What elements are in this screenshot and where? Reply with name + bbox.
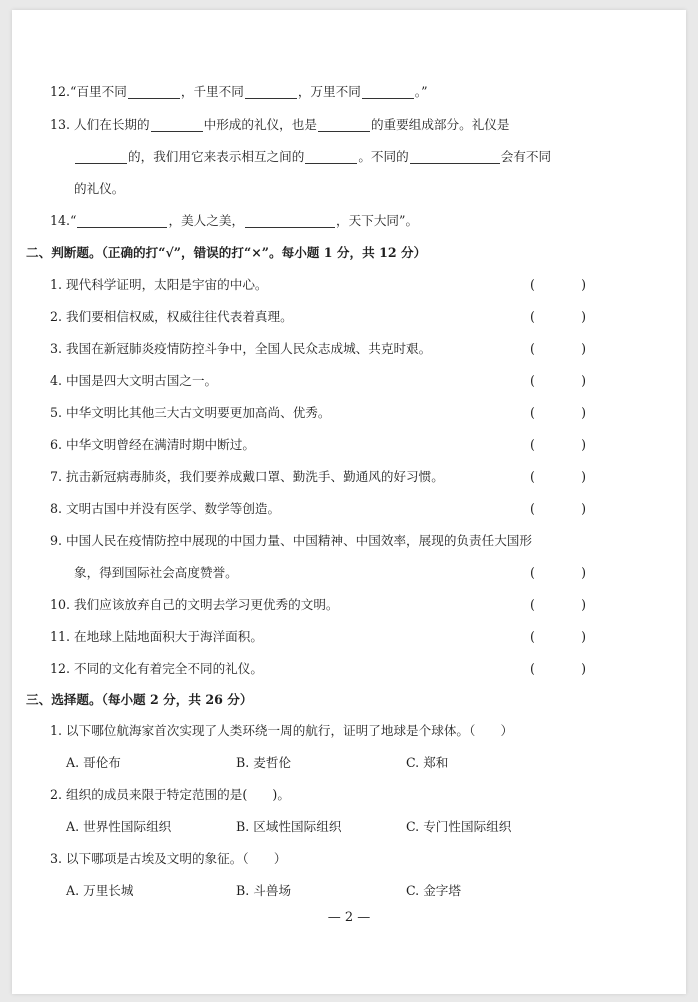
judge-item: 12. 不同的文化有着完全不同的礼仪。: [50, 661, 263, 676]
paren-close: ): [581, 469, 586, 484]
answer-parentheses[interactable]: [530, 500, 586, 518]
choice-option[interactable]: B. 麦哲伦: [236, 755, 292, 770]
paren-open: (: [530, 309, 535, 324]
choice-question-stem: 3. 以下哪项是古埃及文明的象征。（ ）: [50, 851, 287, 866]
section-choice-title: 三、选择题。（每小题 2 分，共 26 分）: [26, 692, 253, 707]
q13-text-g: 的礼仪。: [74, 181, 125, 196]
choice-question-stem: 2. 组织的成员来限于特定范围的是( )。: [50, 787, 290, 802]
judge-item: 3. 我国在新冠肺炎疫情防控斗争中，全国人民众志成城、共克时艰。: [50, 341, 432, 356]
choice-question-stem: 1. 以下哪位航海家首次实现了人类环绕一周的航行，证明了地球是个球体。（ ）: [50, 723, 514, 738]
fill-question-13-line1: [50, 116, 509, 134]
answer-blank[interactable]: [77, 213, 167, 228]
judge-item: 7. 抗击新冠病毒肺炎，我们要养成戴口罩、勤洗手、勤通风的好习惯。: [50, 469, 444, 484]
answer-blank[interactable]: [75, 149, 127, 164]
paren-open: (: [530, 341, 535, 356]
judge-item: 6. 中华文明曾经在满清时期中断过。: [50, 437, 255, 452]
fill-question-13-line2: [74, 148, 551, 166]
q12-text-c: ，万里不同: [297, 84, 361, 99]
judge-item: 5. 中华文明比其他三大古文明要更加高尚、优秀。: [50, 405, 331, 420]
choice-option[interactable]: A. 万里长城: [66, 883, 134, 898]
answer-parentheses[interactable]: [530, 276, 586, 294]
choice-option[interactable]: A. 世界性国际组织: [66, 819, 172, 834]
answer-blank[interactable]: [318, 117, 370, 132]
paren-open: (: [530, 277, 535, 292]
answer-parentheses[interactable]: [530, 340, 586, 358]
paren-open: (: [530, 597, 535, 612]
q13-text-f: 会有不同: [500, 149, 552, 164]
q14-text-c: ，天下大同”。: [336, 213, 419, 228]
paren-close: ): [581, 309, 586, 324]
answer-parentheses[interactable]: [530, 660, 586, 678]
judge-item: 9. 中国人民在疫情防控中展现的中国力量、中国精神、中国效率，展现的负责任大国形: [50, 533, 532, 548]
paren-open: (: [530, 661, 535, 676]
paren-open: (: [530, 373, 535, 388]
q12-text-b: ，千里不同: [180, 84, 244, 99]
judge-item: 10. 我们应该放弃自己的文明去学习更优秀的文明。: [50, 597, 339, 612]
paren-close: ): [581, 661, 586, 676]
fill-question-12: [50, 83, 428, 101]
choice-option[interactable]: B. 区域性国际组织: [236, 819, 342, 834]
answer-blank[interactable]: [128, 84, 180, 99]
answer-parentheses[interactable]: [530, 628, 586, 646]
answer-parentheses[interactable]: [530, 404, 586, 422]
q12-text-d: 。”: [414, 84, 428, 99]
fill-question-14: [50, 212, 418, 230]
choice-option[interactable]: B. 斗兽场: [236, 883, 292, 898]
q14-text-b: ，美人之美，: [168, 213, 245, 228]
paren-open: (: [530, 565, 535, 580]
q13-text-c: 的重要组成部分。礼仪是: [370, 117, 510, 132]
answer-parentheses[interactable]: [530, 372, 586, 390]
paren-close: ): [581, 405, 586, 420]
q14-text-a: 14.“: [50, 213, 77, 228]
page-number: — 2 —: [327, 910, 371, 925]
answer-parentheses[interactable]: [530, 308, 586, 326]
answer-parentheses[interactable]: [530, 564, 586, 582]
q13-text-d: 的，我们用它来表示相互之间的: [128, 149, 305, 164]
section-judge-title: 二、判断题。（正确的打“√”，错误的打“×”。每小题 1 分，共 12 分）: [26, 245, 427, 260]
paren-open: (: [530, 629, 535, 644]
answer-blank[interactable]: [245, 213, 335, 228]
answer-blank[interactable]: [362, 84, 414, 99]
judge-item: 8. 文明古国中并没有医学、数学等创造。: [50, 501, 281, 516]
paren-open: (: [530, 501, 535, 516]
paren-open: (: [530, 405, 535, 420]
answer-parentheses[interactable]: [530, 468, 586, 486]
answer-parentheses[interactable]: [530, 436, 586, 454]
judge-item-continuation: 象，得到国际社会高度赞誉。: [74, 565, 238, 580]
paren-close: ): [581, 565, 586, 580]
q13-text-e: 。不同的: [358, 149, 409, 164]
judge-item: 2. 我们要相信权威，权威往往代表着真理。: [50, 309, 293, 324]
q13-text-a: 13. 人们在长期的: [50, 117, 150, 132]
paren-open: (: [530, 469, 535, 484]
paren-close: ): [581, 341, 586, 356]
choice-option[interactable]: C. 金字塔: [406, 883, 461, 898]
paren-close: ): [581, 501, 586, 516]
choice-option[interactable]: A. 哥伦布: [66, 755, 121, 770]
fill-question-13-line3: [74, 180, 124, 198]
judge-item: 4. 中国是四大文明古国之一。: [50, 373, 218, 388]
judge-item: 11. 在地球上陆地面积大于海洋面积。: [50, 629, 263, 644]
answer-blank[interactable]: [410, 149, 500, 164]
q13-text-b: 中形成的礼仪，也是: [203, 117, 317, 132]
answer-blank[interactable]: [245, 84, 297, 99]
answer-parentheses[interactable]: [530, 596, 586, 614]
paren-close: ): [581, 373, 586, 388]
q12-text-a: 12.“百里不同: [50, 84, 127, 99]
paren-close: ): [581, 597, 586, 612]
judge-item: 1. 现代科学证明，太阳是宇宙的中心。: [50, 277, 268, 292]
choice-option[interactable]: C. 郑和: [406, 755, 449, 770]
answer-blank[interactable]: [305, 149, 357, 164]
answer-blank[interactable]: [151, 117, 203, 132]
paren-close: ): [581, 629, 586, 644]
paren-close: ): [581, 437, 586, 452]
choice-option[interactable]: C. 专门性国际组织: [406, 819, 512, 834]
paren-close: ): [581, 277, 586, 292]
paren-open: (: [530, 437, 535, 452]
exam-page: [12, 10, 686, 994]
